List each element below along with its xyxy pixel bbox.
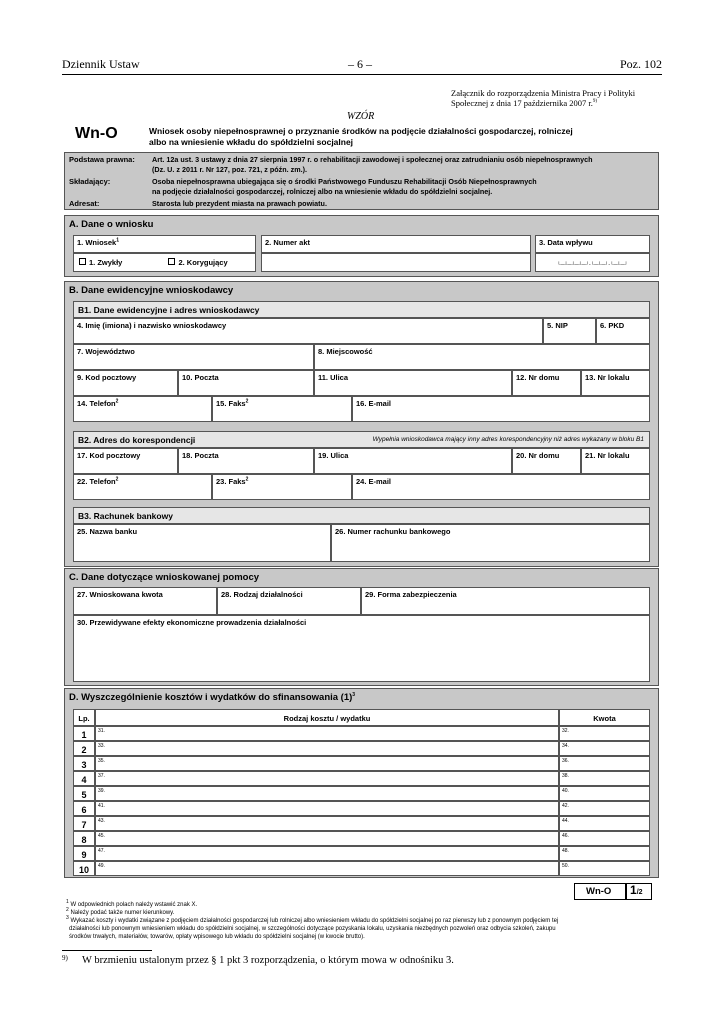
b1-title: B1. Dane ewidencyjne i adres wnioskodawcy <box>73 301 650 318</box>
cost-row-amount[interactable]: 36. <box>559 756 650 771</box>
field-15-text: 15. Faks <box>216 399 246 408</box>
field-8[interactable]: 8. Miejscowość <box>314 344 650 370</box>
addressee-label: Adresat: <box>69 199 100 208</box>
basis-label: Podstawa prawna: <box>69 155 135 164</box>
field-2-label: 2. Numer akt <box>261 235 531 253</box>
cost-row-lp: 8 <box>73 831 95 846</box>
checkbox-ordinary[interactable] <box>79 258 86 265</box>
section-d-title-text: D. Wyszczególnienie kosztów i wydatków do sfinansowania (1) <box>69 692 353 703</box>
annex-line-2-text: Społecznej z dnia 17 października 2007 r. <box>451 98 593 108</box>
option-ordinary-label: 1. Zwykły <box>89 258 123 267</box>
form-code: Wn-O <box>75 125 118 142</box>
cost-row-type[interactable]: 35. <box>95 756 559 771</box>
field-9[interactable]: 9. Kod pocztowy <box>73 370 178 396</box>
cost-row-lp: 7 <box>73 816 95 831</box>
date-mask: └─┴─┴─┴─┘-└─┴─┘-└─┴─┘ <box>557 262 628 268</box>
cost-row-lp: 2 <box>73 741 95 756</box>
cost-row-amount[interactable]: 44. <box>559 816 650 831</box>
section-d-title <box>69 692 355 703</box>
footnote-rule <box>62 950 152 951</box>
field-15-sup: 2 <box>245 398 249 405</box>
section-c-title: C. Dane dotyczące wnioskowanej pomocy <box>69 572 260 583</box>
field-14-text: 14. Telefon <box>77 399 116 408</box>
cost-row-type[interactable]: 41. <box>95 801 559 816</box>
field-6[interactable]: 6. PKD <box>596 318 650 344</box>
section-d-title-sup: 3 <box>352 691 356 698</box>
header-rule <box>62 74 662 75</box>
col-lp-header: Lp. <box>73 709 95 726</box>
field-12[interactable]: 12. Nr domu <box>512 370 581 396</box>
field-30[interactable]: 30. Przewidywane efekty ekonomiczne prowadzenia działalności <box>73 615 650 682</box>
field-22-sup: 2 <box>115 476 119 483</box>
field-3-input[interactable] <box>535 253 650 272</box>
cost-row-type[interactable]: 31. <box>95 726 559 741</box>
cost-row-type[interactable]: 37. <box>95 771 559 786</box>
cost-row-amount[interactable]: 46. <box>559 831 650 846</box>
b2-title <box>73 431 650 448</box>
b3-title: B3. Rachunek bankowy <box>73 507 650 524</box>
b2-note: Wypełnia wnioskodawca mający inny adres korespondencyjny niż adres wykazany w bloku B1 <box>372 436 644 443</box>
journal-name: Dziennik Ustaw <box>62 57 140 71</box>
field-23[interactable] <box>212 474 352 500</box>
annex-line-2 <box>451 98 597 108</box>
field-26[interactable]: 26. Numer rachunku bankowego <box>331 524 650 562</box>
cost-row-amount[interactable]: 42. <box>559 801 650 816</box>
footnote-1-mark: 1 <box>66 899 69 905</box>
form-title-2: albo na wniesienie wkładu do spółdzielni socjalnej <box>149 137 354 147</box>
field-2-input[interactable] <box>261 253 531 272</box>
cost-row-type[interactable]: 49. <box>95 861 559 876</box>
field-4[interactable]: 4. Imię (imiona) i nazwisko wnioskodawcy <box>73 318 543 344</box>
field-23-text: 23. Faks <box>216 477 246 486</box>
cost-row-lp: 6 <box>73 801 95 816</box>
footnote-9-mark: 9) <box>62 954 68 962</box>
page-box-code: Wn-O <box>586 886 612 897</box>
submitter-label: Składający: <box>69 177 111 186</box>
submitter-line-2: na podjęcie działalności gospodarczej, rolniczej albo na wniesienie wkładu do spółdzielni socjalnej. <box>152 187 493 196</box>
field-7[interactable]: 7. Województwo <box>73 344 314 370</box>
cost-row-lp: 3 <box>73 756 95 771</box>
b2-title-text: B2. Adres do korespondencji <box>78 435 196 445</box>
cost-row-type[interactable]: 39. <box>95 786 559 801</box>
footnote-3b: działalności lub ponownym wniesieniem wkładu do spółdzielni socjalnej, w szczególności dotyczące pozyskania lokalu, uzyskania niezbędnych pozwoleń oraz odbycia szkoleń, zakupu <box>69 926 556 932</box>
wzor-label: WZÓR <box>347 111 375 122</box>
field-11[interactable]: 11. Ulica <box>314 370 512 396</box>
cost-row-amount[interactable]: 50. <box>559 861 650 876</box>
field-19[interactable]: 19. Ulica <box>314 448 512 474</box>
option-corrective-label: 2. Korygujący <box>178 258 228 267</box>
page-box-current: 1 <box>630 883 637 897</box>
field-1-sup: 1 <box>116 237 119 244</box>
field-5[interactable]: 5. NIP <box>543 318 596 344</box>
field-24[interactable]: 24. E-mail <box>352 474 650 500</box>
cost-row-lp: 10 <box>73 861 95 876</box>
col-amount-header: Kwota <box>559 709 650 726</box>
cost-row-amount[interactable]: 40. <box>559 786 650 801</box>
position-number: Poz. 102 <box>620 57 662 71</box>
field-29[interactable]: 29. Forma zabezpieczenia <box>361 587 650 615</box>
field-17[interactable]: 17. Kod pocztowy <box>73 448 178 474</box>
addressee-value: Starosta lub prezydent miasta na prawach powiatu. <box>152 199 327 208</box>
footnote-3a-text: Wykazać koszty i wydatki związane z podjęciem działalności gospodarczej lub rolniczej albo wniesieniem wkładu do spółdzielni socjalnej po raz pierwszy lub z ponownym podjęciem tej <box>70 918 559 924</box>
footnote-3c: środków trwałych, materiałów, towarów, opłaty wpisowego lub wkładu do spółdzielni socjalnej (w kwocie brutto). <box>69 934 365 940</box>
field-1-options <box>73 253 256 272</box>
field-1-label <box>73 235 256 253</box>
field-3-label: 3. Data wpływu <box>535 235 650 253</box>
field-27[interactable]: 27. Wnioskowana kwota <box>73 587 217 615</box>
field-16[interactable]: 16. E-mail <box>352 396 650 422</box>
annex-line-1: Załącznik do rozporządzenia Ministra Pracy i Polityki <box>451 88 636 98</box>
field-13[interactable]: 13. Nr lokalu <box>581 370 650 396</box>
basis-line-2: (Dz. U. z 2011 r. Nr 127, poz. 721, z późn. zm.). <box>152 165 307 174</box>
field-22[interactable] <box>73 474 212 500</box>
cost-row-type[interactable]: 47. <box>95 846 559 861</box>
footnote-2-text: Należy podać także numer kierunkowy. <box>70 910 175 916</box>
page-box-divider <box>625 883 627 900</box>
footnote-2 <box>66 907 175 918</box>
page-number: – 6 – <box>348 57 372 71</box>
cost-row-lp: 4 <box>73 771 95 786</box>
checkbox-corrective[interactable] <box>168 258 175 265</box>
field-15[interactable] <box>212 396 352 422</box>
field-10[interactable]: 10. Poczta <box>178 370 314 396</box>
field-20[interactable]: 20. Nr domu <box>512 448 581 474</box>
field-22-text: 22. Telefon <box>77 477 116 486</box>
field-14-sup: 2 <box>115 398 119 405</box>
cost-row-lp: 9 <box>73 846 95 861</box>
col-type-header: Rodzaj kosztu / wydatku <box>95 709 559 726</box>
cost-row-lp: 5 <box>73 786 95 801</box>
field-23-sup: 2 <box>245 476 249 483</box>
cost-row-amount[interactable]: 38. <box>559 771 650 786</box>
page-box-number <box>630 883 643 897</box>
cost-row-type[interactable]: 45. <box>95 831 559 846</box>
cost-row-amount[interactable]: 48. <box>559 846 650 861</box>
cost-row-amount[interactable]: 34. <box>559 741 650 756</box>
field-25[interactable]: 25. Nazwa banku <box>73 524 331 562</box>
field-28[interactable]: 28. Rodzaj działalności <box>217 587 361 615</box>
form-title-1: Wniosek osoby niepełnosprawnej o przyznanie środków na podjęcie działalności gospodarczej, rolniczej <box>149 126 573 136</box>
cost-row-type[interactable]: 33. <box>95 741 559 756</box>
cost-row-amount[interactable]: 32. <box>559 726 650 741</box>
submitter-line-1: Osoba niepełnosprawna ubiegająca się o środki Państwowego Funduszu Rehabilitacji Osób Niepełnosprawnych <box>152 177 537 186</box>
footnote-9-text: W brzmieniu ustalonym przez § 1 pkt 3 rozporządzenia, o którym mowa w odnośniku 3. <box>82 955 454 966</box>
page-box-total: /2 <box>636 889 643 896</box>
section-a-title: A. Dane o wniosku <box>69 219 154 230</box>
section-b-title: B. Dane ewidencyjne wnioskodawcy <box>69 285 234 296</box>
footnote-3a <box>66 915 559 926</box>
field-18[interactable]: 18. Poczta <box>178 448 314 474</box>
cost-row-type[interactable]: 43. <box>95 816 559 831</box>
field-1-text: 1. Wniosek <box>77 238 117 247</box>
cost-row-lp: 1 <box>73 726 95 741</box>
field-14[interactable] <box>73 396 212 422</box>
footnote-1 <box>66 899 198 910</box>
field-21[interactable]: 21. Nr lokalu <box>581 448 650 474</box>
footnote-3-mark: 3 <box>66 915 69 921</box>
annex-footnote-ref: 9) <box>592 99 598 105</box>
basis-line-1: Art. 12a ust. 3 ustawy z dnia 27 sierpnia 1997 r. o rehabilitacji zawodowej i społecznej oraz zatrudnianiu osób niepełnosprawnych <box>152 155 593 164</box>
footnote-1-text: W odpowiednich polach należy wstawić znak X. <box>70 902 198 908</box>
footnote-2-mark: 2 <box>66 907 69 913</box>
